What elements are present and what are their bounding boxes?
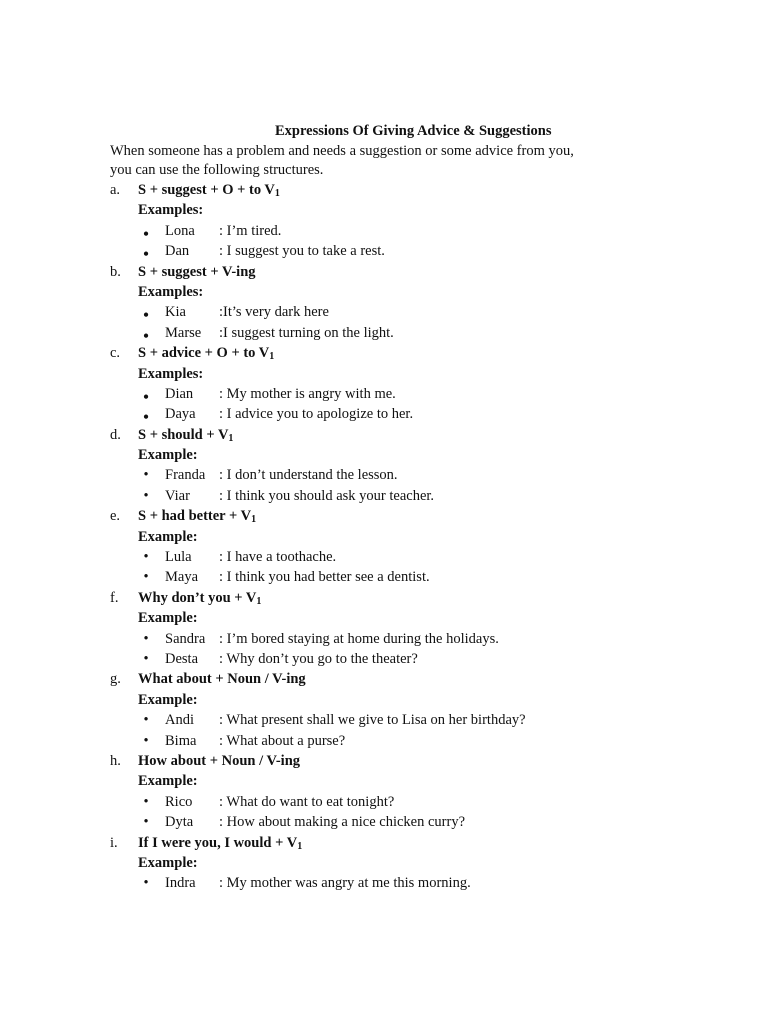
formula-text: S + suggest + O + to V (138, 182, 275, 198)
examples-row (110, 200, 710, 220)
example-item (110, 547, 710, 567)
speaker-line: :I suggest turning on the light. (219, 324, 394, 341)
structure-section (110, 343, 710, 428)
bullet-icon: • (143, 712, 149, 729)
example-item (110, 241, 710, 265)
examples-row (110, 690, 710, 710)
examples-row (110, 608, 710, 628)
example-item (110, 731, 710, 751)
structure-header (110, 506, 710, 526)
bullet-icon: • (142, 244, 150, 265)
examples-row (110, 527, 710, 547)
formula-subscript: 1 (297, 840, 303, 852)
speaker-line: : I think you had better see a dentist. (219, 569, 430, 586)
example-item (110, 710, 710, 730)
structure-formula (138, 588, 261, 608)
speaker-line: : What present shall we give to Lisa on her birthday? (219, 712, 526, 729)
examples-row (110, 364, 710, 384)
structure-formula (138, 262, 256, 282)
speaker-line: : I think you should ask your teacher. (219, 487, 435, 504)
speaker-name: Dian (165, 385, 194, 402)
structure-letter: h. (110, 752, 121, 769)
structure-letter: c. (110, 345, 121, 362)
structure-formula (138, 751, 300, 771)
example-item (110, 567, 710, 587)
speaker-name: Dyta (165, 814, 194, 831)
structure-header (110, 588, 710, 608)
bullet-icon: • (142, 325, 150, 346)
structure-section (110, 588, 710, 670)
structure-letter: d. (110, 426, 121, 443)
formula-text: What about + Noun / V-ing (138, 671, 306, 688)
structure-formula (138, 833, 302, 853)
examples-label: Examples: (138, 202, 204, 219)
examples-row (110, 771, 710, 791)
formula-subscript: 1 (251, 514, 257, 526)
speaker-name: Bima (165, 732, 197, 749)
structure-header (110, 343, 710, 363)
example-item (110, 323, 710, 346)
speaker-name: Viar (165, 487, 190, 504)
structure-letter: a. (110, 182, 121, 198)
example-item (110, 649, 710, 669)
speaker-name: Dan (165, 243, 190, 260)
formula-text: If I were you, I would + V (138, 834, 298, 851)
structures-list (110, 180, 710, 894)
bullet-icon: • (142, 223, 150, 244)
speaker-name: Maya (165, 569, 199, 586)
bullet-icon: • (143, 487, 149, 504)
formula-text: How about + Noun / V-ing (138, 752, 301, 769)
examples-label: Example: (138, 447, 198, 464)
speaker-name: Indra (165, 875, 196, 892)
speaker-line: : Why don’t you go to the theater? (219, 650, 418, 667)
structure-header (110, 180, 710, 200)
structure-header (110, 425, 710, 445)
structure-letter: b. (110, 263, 121, 280)
speaker-name: Rico (165, 793, 193, 810)
speaker-line: : I suggest you to take a rest. (219, 243, 385, 260)
structure-header (110, 669, 710, 689)
speaker-name: Kia (165, 304, 186, 321)
examples-row (110, 282, 710, 302)
example-item (110, 792, 710, 812)
structure-formula (138, 343, 274, 363)
document-title: Expressions Of Giving Advice & Suggestions (275, 123, 552, 139)
speaker-line: : My mother was angry at me this morning. (219, 875, 471, 892)
example-item (110, 404, 710, 428)
bullet-icon: • (143, 875, 149, 892)
speaker-name: Desta (165, 650, 199, 667)
speaker-line: :It’s very dark here (219, 304, 329, 321)
bullet-icon: • (142, 386, 150, 407)
structure-letter: e. (110, 508, 121, 525)
speaker-name: Sandra (165, 630, 206, 647)
formula-text: S + should + V (138, 426, 229, 443)
speaker-name: Marse (165, 324, 202, 341)
example-item (110, 384, 710, 407)
examples-row (110, 853, 710, 873)
examples-label: Example: (138, 528, 198, 545)
speaker-line: : My mother is angry with me. (219, 385, 396, 402)
example-item (110, 465, 710, 485)
bullet-icon: • (143, 793, 149, 810)
bullet-icon: • (143, 549, 149, 566)
speaker-line: : I don’t understand the lesson. (219, 467, 398, 484)
bullet-icon: • (142, 305, 150, 326)
formula-subscript: 1 (256, 595, 262, 607)
structure-section (110, 669, 710, 751)
structure-formula (138, 180, 280, 200)
formula-subscript: 1 (228, 432, 234, 444)
examples-label: Example: (138, 691, 198, 708)
structure-header (110, 751, 710, 771)
structure-section (110, 833, 710, 894)
speaker-name: Lona (165, 222, 195, 239)
example-item (110, 629, 710, 649)
speaker-line: : I advice you to apologize to her. (219, 406, 414, 423)
bullet-icon: • (143, 467, 149, 484)
formula-text: S + advice + O + to V (138, 345, 270, 362)
examples-label: Example: (138, 610, 198, 627)
structure-header (110, 262, 710, 282)
speaker-line: : I’m bored staying at home during the holidays. (219, 630, 499, 647)
bullet-icon: • (143, 814, 149, 831)
structure-formula (138, 425, 233, 445)
structure-letter: g. (110, 671, 121, 688)
example-item (110, 486, 710, 506)
structure-section (110, 180, 710, 265)
bullet-icon: • (143, 569, 149, 586)
examples-label: Examples: (138, 283, 204, 300)
speaker-name: Andi (165, 712, 194, 729)
speaker-name: Daya (165, 406, 196, 423)
examples-label: Example: (138, 773, 198, 790)
speaker-line: : I’m tired. (219, 222, 282, 239)
bullet-icon: • (142, 407, 150, 428)
example-item (110, 812, 710, 832)
intro-paragraph: When someone has a problem and needs a suggestion or some advice from you, you can use the following structures. (110, 143, 574, 178)
speaker-line: : I have a toothache. (219, 549, 337, 566)
speaker-line: : How about making a nice chicken curry? (219, 814, 466, 831)
speaker-line: : What about a purse? (219, 732, 346, 749)
structure-formula (138, 669, 306, 689)
examples-label: Example: (138, 854, 198, 871)
structure-formula (138, 506, 256, 526)
structure-section (110, 751, 710, 833)
speaker-name: Franda (165, 467, 206, 484)
structure-section (110, 506, 710, 588)
structure-section (110, 262, 710, 344)
example-item (110, 302, 710, 326)
formula-subscript: 1 (269, 351, 275, 363)
examples-row (110, 445, 710, 465)
formula-text: S + suggest + V-ing (138, 263, 256, 280)
formula-text: Why don’t you + V (138, 589, 257, 606)
structure-section (110, 425, 710, 507)
bullet-icon: • (143, 732, 149, 749)
structure-letter: f. (110, 589, 119, 606)
structure-letter: i. (110, 834, 118, 851)
example-item (110, 221, 710, 244)
speaker-name: Lula (165, 549, 192, 566)
examples-label: Examples: (138, 365, 204, 382)
bullet-icon: • (143, 630, 149, 647)
bullet-icon: • (143, 650, 149, 667)
example-item (110, 873, 710, 893)
formula-text: S + had better + V (138, 508, 252, 525)
structure-header (110, 833, 710, 853)
formula-subscript: 1 (274, 188, 280, 199)
speaker-line: : What do want to eat tonight? (219, 793, 395, 810)
